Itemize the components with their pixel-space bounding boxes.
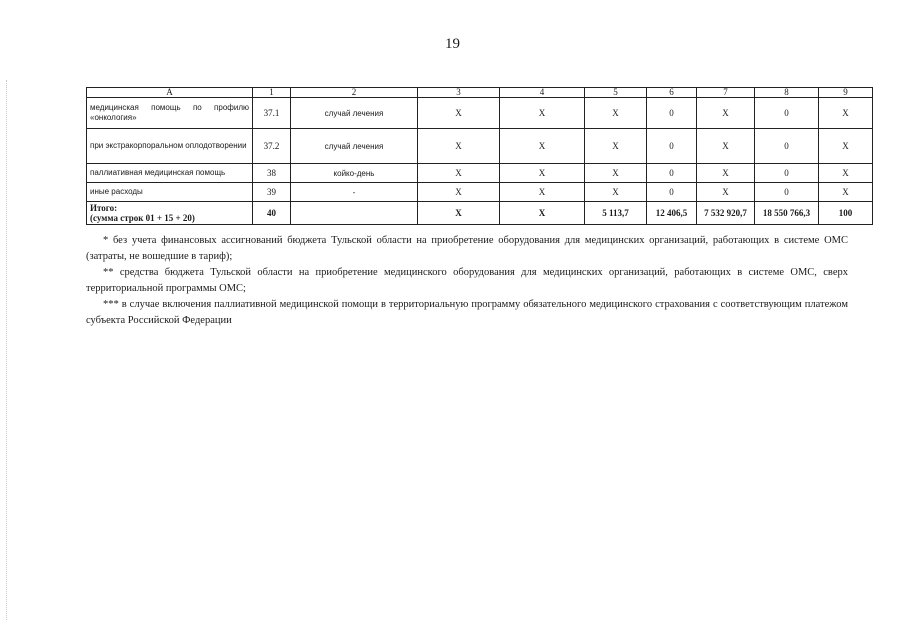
footnotes <box>86 233 848 329</box>
table-cell: Х <box>585 183 647 202</box>
table-cell: 18 550 766,3 <box>755 202 819 225</box>
column-header: 7 <box>697 88 755 98</box>
table-row <box>87 164 873 183</box>
row-unit: случай лечения <box>291 129 418 164</box>
row-name: медицинская помощь по профилю «онкология» <box>87 98 253 129</box>
table-cell: 7 532 920,7 <box>697 202 755 225</box>
table-cell: Х <box>819 129 873 164</box>
page-number: 19 <box>445 36 460 52</box>
row-unit: койко-день <box>291 164 418 183</box>
table-cell: Х <box>500 202 585 225</box>
table-cell: Х <box>697 164 755 183</box>
row-unit: - <box>291 183 418 202</box>
table-row <box>87 129 873 164</box>
row-unit: случай лечения <box>291 98 418 129</box>
table-cell: Х <box>697 183 755 202</box>
table-cell: Х <box>819 164 873 183</box>
column-header: 1 <box>253 88 291 98</box>
table-cell: 0 <box>755 164 819 183</box>
total-formula: (сумма строк 01 + 15 + 20) <box>90 213 195 223</box>
table-row <box>87 183 873 202</box>
table-cell: 0 <box>647 129 697 164</box>
table-row <box>87 98 873 129</box>
row-line-number: 39 <box>253 183 291 202</box>
table-cell: 100 <box>819 202 873 225</box>
table-cell: Х <box>819 98 873 129</box>
total-label: Итого: <box>90 203 118 213</box>
table-cell: 12 406,5 <box>647 202 697 225</box>
financing-table <box>86 87 873 225</box>
table-total-row <box>87 202 873 225</box>
row-line-number: 40 <box>253 202 291 225</box>
row-unit <box>291 202 418 225</box>
row-name: иные расходы <box>87 183 253 202</box>
table-cell: Х <box>418 164 500 183</box>
table-cell: 0 <box>755 129 819 164</box>
column-header: 2 <box>291 88 418 98</box>
footnote: *** в случае включения паллиативной медицинской помощи в территориальную программу обязательного медицинского страхования с соответствующим платежом субъекта Российской Федерации <box>86 299 848 326</box>
table-header-row <box>87 88 873 98</box>
table-cell: 0 <box>647 98 697 129</box>
table-cell: Х <box>418 98 500 129</box>
scan-margin-mark <box>6 80 9 620</box>
table-cell: 0 <box>755 183 819 202</box>
table-cell: Х <box>500 129 585 164</box>
row-line-number: 38 <box>253 164 291 183</box>
table-cell: Х <box>585 164 647 183</box>
column-header: 4 <box>500 88 585 98</box>
table-cell: 0 <box>647 164 697 183</box>
column-header: 8 <box>755 88 819 98</box>
table-cell: Х <box>697 129 755 164</box>
table-cell: Х <box>819 183 873 202</box>
table-cell: Х <box>500 164 585 183</box>
table-cell: Х <box>418 183 500 202</box>
table-cell: 5 113,7 <box>585 202 647 225</box>
column-header: 9 <box>819 88 873 98</box>
row-line-number: 37.1 <box>253 98 291 129</box>
footnote: * без учета финансовых ассигнований бюджета Тульской области на приобретение оборудования для медицинских организаций, работающих в системе ОМС (затраты, не вошедшие в тариф); <box>86 235 848 262</box>
column-header: 5 <box>585 88 647 98</box>
table-cell: Х <box>585 98 647 129</box>
table-cell: Х <box>585 129 647 164</box>
row-line-number: 37.2 <box>253 129 291 164</box>
column-header: А <box>87 88 253 98</box>
table-cell: Х <box>500 98 585 129</box>
table-cell: Х <box>418 129 500 164</box>
table-cell: Х <box>500 183 585 202</box>
column-header: 6 <box>647 88 697 98</box>
footnote: ** средства бюджета Тульской области на приобретение медицинского оборудования для медицинских организаций, работающих в системе ОМС, сверх территориальной программы ОМС; <box>86 267 848 294</box>
row-name: при экстракорпоральном оплодотворении <box>87 129 253 164</box>
table-cell: 0 <box>755 98 819 129</box>
total-row-name <box>87 202 253 225</box>
table-cell: Х <box>418 202 500 225</box>
table-cell: Х <box>697 98 755 129</box>
table-cell: 0 <box>647 183 697 202</box>
column-header: 3 <box>418 88 500 98</box>
row-name: паллиативная медицинская помощь <box>87 164 253 183</box>
